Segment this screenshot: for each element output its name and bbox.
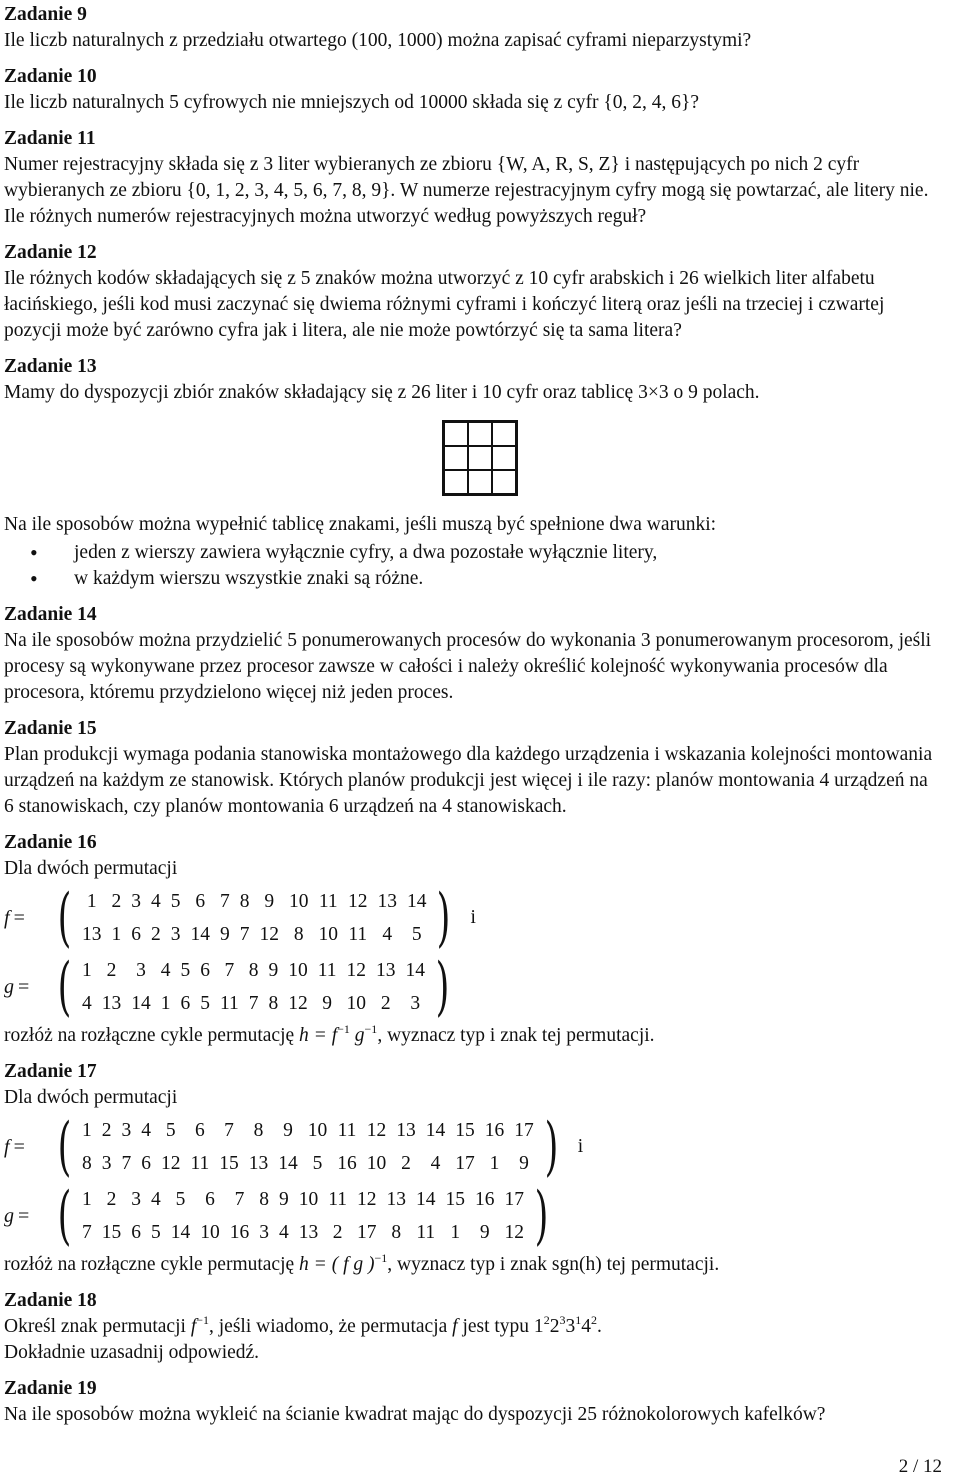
matrix-cell: 10 — [307, 1119, 328, 1141]
matrix-cell: 3 — [259, 1221, 269, 1243]
matrix-cell: 4 — [150, 890, 161, 912]
matrix-cell: 15 — [445, 1188, 465, 1210]
board-cell — [468, 470, 492, 494]
matrix-cell: 12 — [259, 923, 279, 945]
matrix-cell: 7 — [224, 959, 235, 981]
task-text: Plan produkcji wymaga podania stanowiska montażowego dla każdego urządzenia i wskazania kolejności montowania urządzeń na każdym ze stanowisk. Których planów produkcji jest więcej i ile razy: planów montowania 4 urządzeń na 6 stanowiskach, czy planów montowania 6 urządzeń na 4 stanowiskach. — [4, 744, 933, 817]
matrix-cell: 8 — [239, 890, 250, 912]
matrix-cell: 6 — [200, 959, 210, 981]
matrix-cell: 3 — [131, 890, 141, 912]
matrix-cell: 10 — [298, 1188, 319, 1210]
left-paren: ( — [57, 1110, 72, 1184]
task-heading: Zadanie 15 — [4, 718, 97, 739]
right-paren: ) — [534, 1179, 549, 1253]
matrix-cell: 9 — [283, 1119, 293, 1141]
matrix-cell: 8 — [253, 1119, 264, 1141]
matrix-cell: 3 — [410, 992, 421, 1014]
matrix-cell: 13 — [377, 890, 397, 912]
task-outro: rozłóż na rozłączne cykle permutację $h = f^{-1}$ $g^{-1}$, wyznacz typ i znak tej permutacji. — [4, 1022, 655, 1046]
matrix-cell: 11 — [318, 890, 338, 912]
matrix-cell: 8 — [248, 959, 259, 981]
task-12 — [4, 240, 939, 344]
matrix-cell: 5 — [312, 1152, 323, 1174]
equals-sign: = — [18, 1205, 30, 1227]
matrix-cell: 11 — [190, 1152, 210, 1174]
matrix-top-row — [77, 954, 430, 987]
formula: h = f — [299, 1025, 338, 1046]
condition-list — [4, 540, 939, 592]
task-18 — [4, 1288, 939, 1366]
matrix-cell: 1 — [450, 1221, 461, 1243]
matrix-cell: 4 — [150, 1188, 161, 1210]
matrix-cell: 3 — [136, 959, 146, 981]
matrix-cell: 2 — [106, 959, 117, 981]
matrix-cell: 17 — [514, 1119, 534, 1141]
matrix-bottom-row — [77, 918, 432, 951]
task-text: Ile liczb naturalnych z przedziału otwartego (100, 1000) można zapisać cyframi nieparzystymi? — [4, 30, 752, 51]
matrix-cell: 5 — [200, 992, 210, 1014]
matrix-cell: 13 — [298, 1221, 319, 1243]
matrix-bottom-row — [77, 1147, 539, 1180]
board-cell — [492, 470, 516, 494]
matrix-cell: 1 — [111, 923, 122, 945]
matrix-cell: 14 — [416, 1188, 436, 1210]
matrix-cell: 7 — [81, 1221, 92, 1243]
matrix-cell: 7 — [219, 890, 230, 912]
task-heading: Zadanie 13 — [4, 356, 97, 377]
matrix-cell: 6 — [131, 923, 141, 945]
matrix-cell: 9 — [268, 959, 279, 981]
matrix-top-row — [77, 885, 432, 918]
task-11 — [4, 126, 939, 230]
matrix-cell: 14 — [278, 1152, 298, 1174]
matrix-cell: 7 — [239, 923, 250, 945]
conjunction-i: i — [577, 1136, 584, 1157]
matrix-cell: 17 — [357, 1221, 377, 1243]
matrix-cell: 6 — [131, 1221, 141, 1243]
matrix-cell: 10 — [366, 1152, 387, 1174]
task-text: Ile liczb naturalnych 5 cyfrowych nie mniejszych od 10000 składa się z cyfr {0, 2, 4, 6}? — [4, 92, 700, 113]
matrix-cell: 9 — [278, 1188, 289, 1210]
board-cell — [468, 422, 492, 446]
symbol-g: g — [4, 1205, 14, 1227]
matrix-cell: 4 — [160, 959, 171, 981]
permutation-matrix — [77, 1183, 529, 1249]
right-paren: ) — [544, 1110, 559, 1184]
matrix-cell: 1 — [81, 1188, 92, 1210]
matrix-top-row — [77, 1183, 529, 1216]
matrix-bottom-row — [77, 1216, 529, 1249]
matrix-cell: 3 — [131, 1188, 141, 1210]
matrix-cell: 4 — [81, 992, 92, 1014]
task-10 — [4, 64, 939, 116]
symbol-f: f — [4, 1136, 10, 1158]
left-paren: ( — [57, 950, 72, 1024]
matrix-cell: 10 — [318, 923, 338, 945]
matrix-cell: 12 — [160, 1152, 181, 1174]
task-intro: Dla dwóch permutacji — [4, 858, 178, 879]
board-3x3-figure — [442, 420, 518, 496]
matrix-cell: 5 — [175, 1188, 186, 1210]
matrix-cell: 12 — [288, 992, 308, 1014]
matrix-cell: 1 — [489, 1152, 500, 1174]
matrix-cell: 5 — [150, 1221, 161, 1243]
matrix-bottom-row — [77, 987, 430, 1020]
task-text: Określ znak permutacji $f^{-1}$, jeśli wiadomo, że permutacja f jest typu $1^22^33^14^2$. — [4, 1313, 602, 1337]
permutation-f — [4, 881, 939, 955]
matrix-cell: 12 — [347, 890, 368, 912]
matrix-cell: 9 — [322, 992, 333, 1014]
matrix-cell: 11 — [219, 992, 239, 1014]
board-cell — [444, 470, 468, 494]
task-19 — [4, 1376, 939, 1428]
board-cell — [492, 446, 516, 470]
matrix-cell: 12 — [366, 1119, 387, 1141]
matrix-cell: 10 — [346, 992, 367, 1014]
matrix-cell: 15 — [219, 1152, 239, 1174]
matrix-cell: 9 — [264, 890, 275, 912]
task-15 — [4, 716, 939, 820]
matrix-cell: 1 — [86, 890, 97, 912]
task-text: Na ile sposobów można przydzielić 5 ponumerowanych procesów do wykonania 3 ponumerowanym procesorom, jeśli procesy są wykonywane przez procesor zawsze w całości i należy określić kolejność wykonywania procesów dla procesora, któremu przydzielono więcej niż jeden proces. — [4, 630, 932, 703]
permutation-g — [4, 1179, 939, 1253]
equals-sign: = — [13, 907, 25, 929]
matrix-cell: 14 — [170, 1221, 191, 1243]
matrix-cell: 1 — [81, 959, 92, 981]
matrix-cell: 13 — [248, 1152, 269, 1174]
matrix-cell: 5 — [411, 923, 422, 945]
task-13 — [4, 354, 939, 592]
task-heading: Zadanie 18 — [4, 1290, 97, 1311]
left-paren: ( — [57, 1179, 72, 1253]
matrix-cell: 14 — [406, 890, 427, 912]
task-heading: Zadanie 9 — [4, 4, 87, 25]
matrix-cell: 7 — [224, 1119, 234, 1141]
matrix-cell: 2 — [106, 1188, 117, 1210]
matrix-cell: 10 — [200, 1221, 220, 1243]
task-heading: Zadanie 10 — [4, 66, 97, 87]
matrix-cell: 13 — [386, 1188, 406, 1210]
matrix-cell: 9 — [219, 923, 230, 945]
permutation-matrix — [77, 1114, 539, 1180]
task-text: Na ile sposobów można wykleić na ścianie kwadrat mając do dyspozycji 25 różnokolorowych kafelków? — [4, 1404, 826, 1425]
matrix-cell: 9 — [519, 1152, 529, 1174]
matrix-cell: 15 — [455, 1119, 475, 1141]
task-heading: Zadanie 19 — [4, 1378, 97, 1399]
matrix-cell: 8 — [259, 1188, 269, 1210]
matrix-cell: 12 — [357, 1188, 377, 1210]
matrix-cell: 13 — [101, 992, 122, 1014]
matrix-cell: 8 — [293, 923, 304, 945]
task-text: Mamy do dyspozycji zbiór znaków składający się z 26 liter i 10 cyfr oraz tablicę 3×3 o 9 polach. — [4, 382, 760, 403]
task-heading: Zadanie 12 — [4, 242, 97, 263]
matrix-cell: 9 — [479, 1221, 490, 1243]
matrix-cell: 4 — [141, 1119, 151, 1141]
matrix-cell: 12 — [346, 959, 367, 981]
matrix-cell: 11 — [348, 923, 368, 945]
task-17 — [4, 1059, 939, 1278]
matrix-cell: 6 — [141, 1152, 151, 1174]
matrix-cell: 16 — [475, 1188, 495, 1210]
task-16 — [4, 830, 939, 1049]
matrix-cell: 8 — [391, 1221, 402, 1243]
matrix-cell: 14 — [405, 959, 426, 981]
task-text: Numer rejestracyjny składa się z 3 liter wybieranych ze zbioru {W, A, R, S, Z} i następujących po nich 2 cyfr wybieranych ze zbioru {0, 1, 2, 3, 4, 5, 6, 7, 8, 9}. W numerze rejestracyjnym cyfry mogą się powtarzać, ale litery nie. Ile różnych numerów rejestracyjnych można utworzyć według powyższych reguł? — [4, 154, 929, 227]
task-question: Na ile sposobów można wypełnić tablicę znakami, jeśli muszą być spełnione dwa warunki: — [4, 514, 717, 535]
equals-sign: = — [18, 976, 30, 998]
board-cell — [444, 422, 468, 446]
matrix-cell: 13 — [376, 959, 396, 981]
task-text: Dokładnie uzasadnij odpowiedź. — [4, 1342, 260, 1363]
matrix-cell: 7 — [234, 1188, 245, 1210]
condition-item: • w każdym wierszu wszystkie znaki są różne. — [74, 566, 939, 592]
matrix-cell: 2 — [101, 1119, 112, 1141]
matrix-cell: 16 — [484, 1119, 505, 1141]
matrix-cell: 4 — [430, 1152, 441, 1174]
right-paren: ) — [437, 881, 451, 955]
matrix-cell: 15 — [101, 1221, 122, 1243]
left-paren: ( — [57, 881, 72, 955]
matrix-cell: 1 — [81, 1119, 92, 1141]
task-intro: Dla dwóch permutacji — [4, 1087, 178, 1108]
matrix-cell: 11 — [317, 959, 337, 981]
matrix-cell: 16 — [229, 1221, 250, 1243]
permutation-matrix — [77, 954, 430, 1020]
matrix-cell: 10 — [288, 959, 308, 981]
permutation-g — [4, 950, 939, 1024]
matrix-cell: 2 — [111, 890, 122, 912]
matrix-cell: 2 — [401, 1152, 411, 1174]
permutation-f — [4, 1110, 939, 1184]
right-paren: ) — [435, 950, 450, 1024]
task-heading: Zadanie 16 — [4, 832, 97, 853]
permutation-matrix — [77, 885, 432, 951]
page-number: 2 / 12 — [898, 1456, 942, 1477]
matrix-cell: 2 — [150, 923, 161, 945]
matrix-cell: 3 — [121, 1119, 132, 1141]
matrix-cell: 17 — [455, 1152, 475, 1174]
matrix-cell: 2 — [332, 1221, 343, 1243]
matrix-cell: 16 — [337, 1152, 357, 1174]
task-outro: rozłóż na rozłączne cykle permutację h = ( f g )$^{-1}$, wyznacz typ i znak sgn(h) tej permutacji. — [4, 1251, 720, 1275]
equals-sign: = — [13, 1136, 25, 1158]
board-cell — [492, 422, 516, 446]
condition-item: • jeden z wierszy zawiera wyłącznie cyfry, a dwa pozostałe wyłącznie litery, — [74, 540, 939, 566]
matrix-cell: 6 — [195, 890, 206, 912]
matrix-cell: 13 — [396, 1119, 416, 1141]
matrix-cell: 3 — [101, 1152, 112, 1174]
matrix-cell: 1 — [160, 992, 171, 1014]
matrix-cell: 12 — [504, 1221, 524, 1243]
matrix-cell: 5 — [180, 959, 191, 981]
matrix-cell: 8 — [81, 1152, 92, 1174]
board-cell — [444, 446, 468, 470]
matrix-cell: 14 — [190, 923, 210, 945]
matrix-cell: 11 — [416, 1221, 436, 1243]
formula: h = ( f g ) — [299, 1254, 375, 1275]
matrix-top-row — [77, 1114, 539, 1147]
task-text: Ile różnych kodów składających się z 5 znaków można utworzyć z 10 cyfr arabskich i 26 wielkich liter alfabetu łacińskiego, jeśli kod musi zaczynać się dwiema różnymi cyframi i kończyć literą oraz jeśli na trzeciej i czwartej pozycji może być zarówno cyfra jak i litera, ale nie może powtórzyć się ta sama litera? — [4, 268, 885, 341]
matrix-cell: 2 — [380, 992, 391, 1014]
board-cell — [468, 446, 492, 470]
matrix-cell: 6 — [180, 992, 191, 1014]
task-heading: Zadanie 14 — [4, 604, 97, 625]
matrix-cell: 7 — [121, 1152, 132, 1174]
task-heading: Zadanie 17 — [4, 1061, 97, 1082]
matrix-cell: 4 — [382, 923, 393, 945]
matrix-cell: 13 — [81, 923, 102, 945]
matrix-cell: 6 — [205, 1188, 215, 1210]
conjunction-i: i — [470, 907, 476, 928]
matrix-cell: 11 — [328, 1188, 347, 1210]
document-page — [4, 2, 939, 1438]
symbol-g: g — [4, 976, 14, 998]
matrix-cell: 4 — [278, 1221, 289, 1243]
matrix-cell: 5 — [165, 1119, 176, 1141]
matrix-cell: 3 — [170, 923, 181, 945]
matrix-cell: 11 — [337, 1119, 357, 1141]
symbol-f: f — [4, 907, 10, 929]
matrix-cell: 14 — [425, 1119, 446, 1141]
matrix-cell: 14 — [131, 992, 151, 1014]
task-14 — [4, 602, 939, 706]
task-heading: Zadanie 11 — [4, 128, 96, 149]
matrix-cell: 7 — [248, 992, 259, 1014]
matrix-cell: 17 — [504, 1188, 524, 1210]
matrix-cell: 10 — [288, 890, 309, 912]
task-9 — [4, 2, 939, 54]
matrix-cell: 8 — [268, 992, 279, 1014]
matrix-cell: 6 — [194, 1119, 205, 1141]
matrix-cell: 5 — [170, 890, 181, 912]
